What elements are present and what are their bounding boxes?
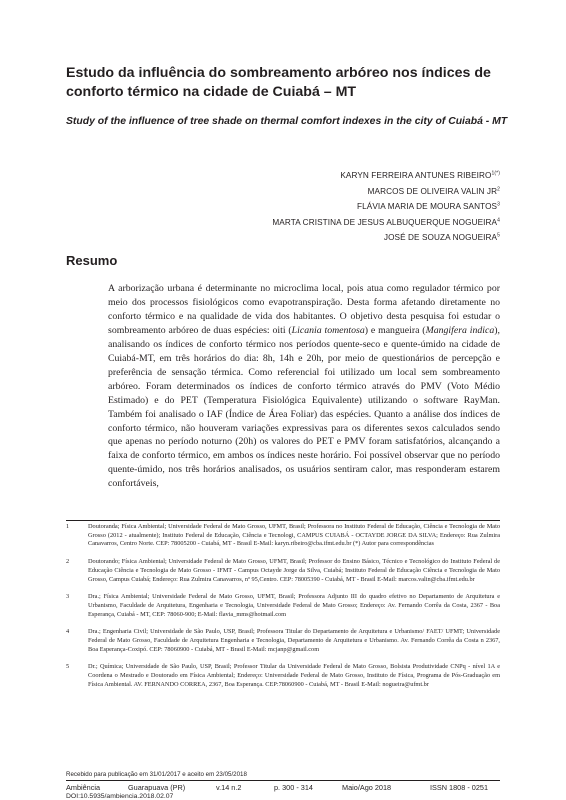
footnote: 2 Doutorando; Física Ambiental; Universidade Federal de Mato Grosso, UFMT, Brasil; Professor do Ensino Básico, Técnico e Tecnológico do Instituto Federal de Educação Ciência e Tecnologia de Mato Grosso - IFMT - Campus Octayde Jorge da Silva, Cuiabá; Instituto Federal de Educação Ciência e Tecnologia de Mato Grosso, Campus Cuiabá; Endereço: Rua Zulmira Canavarros, nº 95,Centro. CEP: 78005390 - Cuiabá, MT - Brasil E-Mail: marcos.valin@cba.ifmt.edu.br	[66, 558, 500, 583]
journal-issn: ISSN 1808 - 0251	[430, 783, 489, 792]
abstract-text: A arborização urbana é determinante no microclima local, pois atua como regulador térmico por meio dos processos fisiológicos como evapotranspiração. Desta forma afetando diretamente no conforto térmico e na qualidade de vida dos habitantes. O objetivo desta pesquisa foi estudar o sombreamento arbóreo de duas espécies: oiti (Licania tomentosa) e mangueira (Mangifera indica), analisando os índices de conforto térmico nos períodos quente-seco e quente-úmido na cidade de Cuiabá-MT, em três horários do dia: 8h, 14h e 20h, por meio de questionários de percepção e preferência de sensação térmica. Como referencial foi utilizado um local sem sombreamento arbóreo. Foram determinados os índices de conforto térmico através do PMV (Voto Médio Estimado) e do PET (Temperatura Fisiológica Equivalente) utilizando o software RayMan. Também foi analisado o IAF (Índice de Área Foliar) das espécies. Quanto a análise dos índices de conforto térmico, não houveram variações expressivas para os diferentes sexos calculados sendo que apenas no período noturno (20h) os valores do PET e PMV foram satisfatórios, alcançando a faixa de conforto térmico, em ambos os índices neste horário. Foi possível observar que no período quente-úmido, nos três horários analisados, os usuários sentiram calor, mas responderam estarem confortáveis,	[108, 283, 500, 490]
footer-divider	[66, 780, 500, 781]
species-name: Licania tomentosa	[291, 324, 365, 336]
journal-date: Maio/Ago 2018	[342, 783, 392, 792]
section-heading-resumo: Resumo	[66, 253, 118, 268]
journal-name: Ambiência	[66, 783, 101, 792]
footnote-divider	[66, 520, 500, 521]
footnote: 1 Doutoranda; Física Ambiental; Universidade Federal de Mato Grosso, UFMT, Brasil; Professora no Instituto Federal de Educação, Ciência e Tecnologia de Mato Grosso (2012 - atualmente); Instituto Federal de Educação, Ciência e Tecnologi, CAMPUS CUIABÁ - OCTAYDE JORGE DA SILVA; Endereço: Rua Zulmira Canavarros, Centro Norte. CEP: 78005200 - Cuiabá, MT - Brasil E-Mail: karyn.ribeiro@cba.ifmt.edu.br (*) Autor para correspondências	[66, 523, 500, 548]
species-name: Mangifera indica	[425, 324, 495, 336]
footnote: 5 Dr.; Química; Universidade de São Paulo, USP, Brasil; Professor Titular da Universidade Federal de Mato Grosso, Bolsista Produtividade CNPq - nível 1A e Coordena o Mestrado e Doutorado em Física Ambiental; Endereço: Universidade Federal de Mato Grosso, Instituto de Física, Programa de Pós-Graduação em Física Ambiental. AV. FERNANDO CORREA, 2367, Boa Esperança. CEP:78060900 - Cuiabá, MT - Brasil E-Mail: nogueira@ufmt.br	[66, 663, 500, 688]
footnotes	[66, 523, 500, 699]
footnote: 3 Dra.; Física Ambiental; Universidade Federal de Mato Grosso, UFMT, Brasil; Professora Adjunto III do quadro efetivo no Departamento de Arquitetura e Urbanismo, Faculdade de Arquitetura, Engenharia e Tecnologia, Universidade Federal de Mato Grosso; Endereço: Av. Fernando Corrêa da Costa, 2367 - Boa Esperança, Cuiabá - MT, CEP: 78060-900; E-Mail: flavia_mms@hotmail.com	[66, 593, 500, 618]
author: MARCOS DE OLIVEIRA VALIN $JR^2$	[367, 185, 500, 196]
author: FLÁVIA MARIA DE MOURA SANTOS$^3$	[357, 201, 500, 212]
article-subtitle-english: Study of the influence of tree shade on thermal comfort indexes in the city of Cuiabá - MT	[66, 116, 508, 127]
received-date: Recebido para publicação em 31/01/2017 e aceito em 23/05/2018	[66, 771, 247, 778]
journal-volume: v.14 n.2	[216, 783, 242, 792]
author: KARYN FERREIRA ANTUNES $RIBEIRO^{1(*)}$	[340, 170, 500, 180]
footnote: 4 Dra.; Engenharia Civil; Universidade de São Paulo, USP, Brasil; Professora Titular do Departamento de Arquitetura e Urbanismo/ FAET/ UFMT; Universidade Federal de Mato Grosso, Faculdade de Arquitetura Engenharia e Tecnologia, Departamento de Arquitetura e Urbanismo. Av. Fernando Corrêa da Costa n 2367, Boa Esperança-Coxipó. CEP: 78060900 - Cuiabá, MT - Brasil E-Mail: mcjanp@gmail.com	[66, 628, 500, 653]
article-title: Estudo da influência do sombreamento arbóreo nos índices de conforto térmico na cidade de Cuiabá – MT	[66, 65, 491, 100]
author-list	[100, 168, 500, 246]
journal-location: Guarapuava (PR)	[128, 783, 186, 792]
author: MARTA CRISTINA DE JESUS ALBUQUERQUE NOGUEIRA$^4$	[272, 217, 500, 227]
journal-pages: p. 300 - 314	[274, 783, 313, 792]
doi: DOI:10.5935/ambiencia.2018.02.07	[66, 793, 174, 800]
author: JOSÉ DE SOUZA NOGUEIRA$^5$	[383, 232, 500, 243]
